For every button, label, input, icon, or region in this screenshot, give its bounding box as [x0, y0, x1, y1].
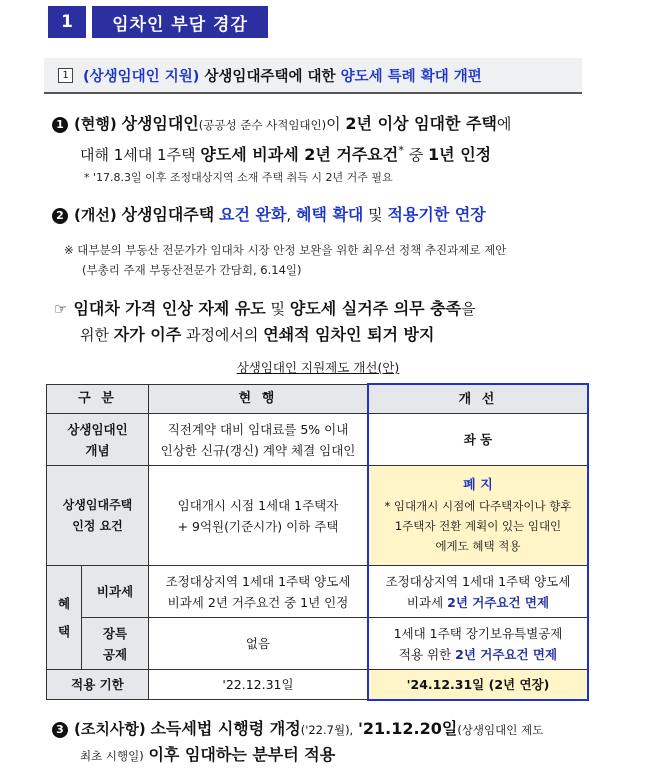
row-taxfree-label: 비과세	[82, 566, 149, 618]
row-concept-current: 직전계약 대비 임대료를 5% 이내 인상한 신규(갱신) 계약 체결 임대인	[149, 414, 369, 466]
row-taxfree-improved: 조정대상지역 1세대 1주택 양도세 비과세 2년 거주요건 면제	[368, 566, 588, 618]
item1-particle: 이	[326, 115, 341, 133]
pointer-icon: ☞	[54, 300, 68, 318]
item3-month: ('22.7월),	[300, 723, 354, 737]
pointer-price: 임대차 가격 인상 자제 유도	[73, 299, 266, 318]
item2-relax: 요건 완화	[219, 205, 287, 224]
header-current: 현 행	[149, 384, 369, 414]
item2-line	[52, 204, 612, 226]
header-improved: 개 선	[368, 384, 588, 414]
item1-note: * '17.8.3일 이후 조정대상지역 소재 주택 취득 시 2년 거주 필요	[84, 171, 393, 184]
table-caption: 상생임대인 지원제도 개선(안)	[236, 360, 400, 375]
item1-number: 1	[52, 117, 68, 133]
subheader-prefix: (상생임대인 지원)	[83, 68, 200, 85]
pointer-residence: 양도세 실거주 의무 충족	[289, 299, 462, 318]
pointer-line2	[80, 324, 620, 346]
pointer-and: 및	[270, 300, 286, 318]
row-deadline-label: 적용 기한	[47, 670, 149, 700]
row-longterm-current: 없음	[149, 618, 369, 670]
pointer-process: 과정에서의	[185, 326, 259, 344]
pointer-particle: 을	[461, 300, 476, 318]
row-benefit-label: 혜 택	[47, 566, 82, 670]
header-category: 구 분	[47, 384, 149, 414]
item2-note1: ※ 대부분의 부동산 전문가가 임대차 시장 안정 보완을 위한 최우선 정책 추진과제로 제안	[64, 243, 507, 257]
item3-apply: 이후 임대하는 분부터 적용	[148, 745, 336, 764]
section-number: 1	[48, 6, 86, 38]
item1-condition: 2년 이상 임대한 주택	[345, 114, 497, 133]
item2-subject: 상생임대주택	[121, 205, 215, 224]
row-longterm-label: 장특 공제	[82, 618, 149, 670]
item3-note-b: 최초 시행일)	[80, 749, 144, 763]
reform-table	[46, 383, 589, 701]
item2-expand: 혜택 확대	[295, 205, 364, 224]
item1-line2	[80, 139, 620, 166]
section-title: 임차인 부담 경감	[92, 6, 268, 38]
item1-footnote-mark: *	[398, 143, 404, 157]
item2-note2: (부총리 주재 부동산전문가 간담회, 6.14일)	[82, 263, 302, 277]
item3-date: '21.12.20일	[358, 719, 458, 738]
item2-label: (개선)	[74, 206, 117, 224]
row-longterm-improved: 1세대 1주택 장기보유특별공제 적용 위한 2년 거주요건 면제	[368, 618, 588, 670]
item2-extend: 적용기한 연장	[387, 205, 486, 224]
item3-line1	[52, 718, 632, 741]
row-requirement-label: 상생임대주택 인정 요건	[47, 466, 149, 566]
item2-comma: ,	[286, 206, 292, 224]
row-deadline-current: '22.12.31일	[149, 670, 369, 700]
item1-text: 대해 1세대 1주택	[80, 146, 196, 164]
item1-recognition: 1년 인정	[428, 145, 492, 164]
item1-line1	[52, 113, 612, 136]
pointer-prevent: 연쇄적 임차인 퇴거 방지	[263, 325, 435, 344]
item1-particle2: 에	[496, 115, 512, 133]
box-number: 1	[58, 68, 73, 83]
pointer-line1	[54, 298, 634, 320]
item3-line2	[80, 744, 620, 767]
subheader-box	[44, 58, 582, 94]
subheader-highlight: 양도세 특례 확대 개편	[340, 68, 482, 85]
row-requirement-improved: 폐 지 * 임대개시 시점에 다주택자이나 향후 1주택자 전환 계획이 있는 임대인 에게도 혜택 적용	[368, 466, 588, 566]
item3-note-a: (상생임대인 제도	[457, 723, 544, 737]
item1-subject: 상생임대인	[121, 114, 199, 133]
item3-number: 3	[52, 722, 68, 738]
item1-tax-requirement: 양도세 비과세 2년 거주요건	[200, 145, 399, 164]
pointer-for: 위한	[80, 326, 109, 344]
row-taxfree-current: 조정대상지역 1세대 1주택 양도세 비과세 2년 거주요건 중 1년 인정	[149, 566, 369, 618]
pointer-self-move: 자가 이주	[113, 325, 182, 344]
row-deadline-improved: '24.12.31일 (2년 연장)	[368, 670, 588, 700]
item1-subject-note: (공공성 준수 사적임대인)	[198, 118, 327, 132]
item1-label: (현행)	[74, 115, 117, 133]
item3-amendment: 소득세법 시행령 개정	[150, 719, 301, 738]
row-concept-label: 상생임대인 개념	[47, 414, 149, 466]
item3-label: (조치사항)	[74, 720, 146, 738]
row-concept-improved: 좌 동	[368, 414, 588, 466]
subheader-mid: 상생임대주택에 대한	[204, 68, 336, 85]
item2-number: 2	[52, 208, 68, 224]
item2-and: 및	[368, 206, 383, 224]
row-requirement-current: 임대개시 시점 1세대 1주택자 + 9억원(기준시가) 이하 주택	[149, 466, 369, 566]
item1-text2: 중	[408, 146, 424, 164]
